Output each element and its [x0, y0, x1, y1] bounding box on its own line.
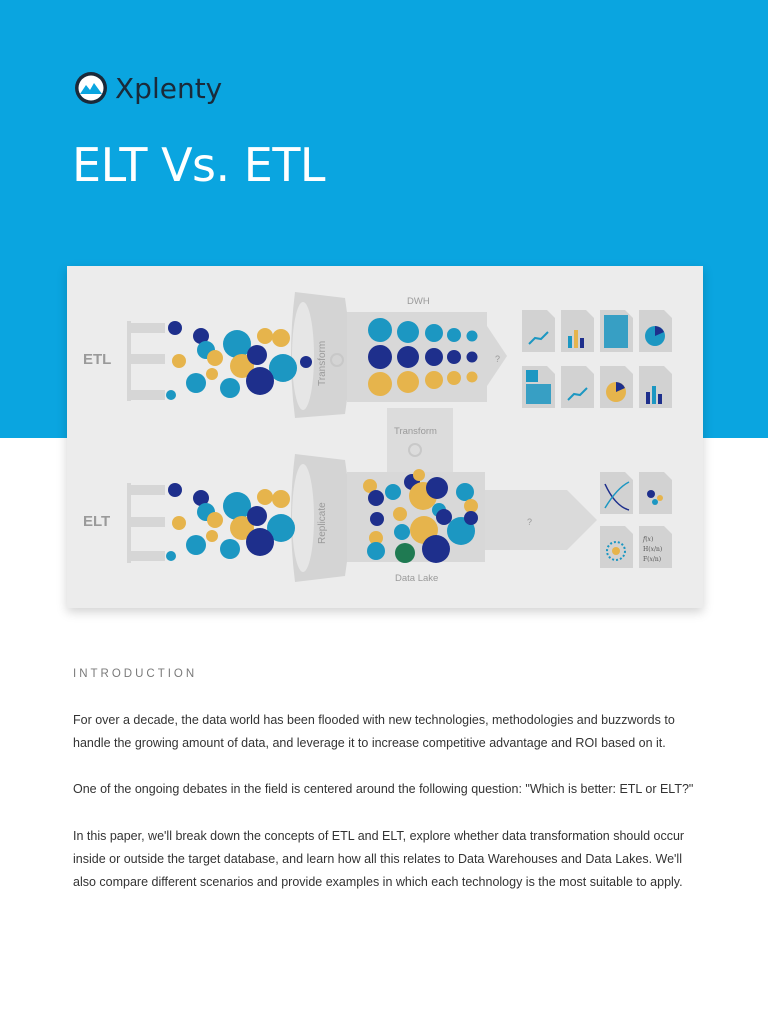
etl-output-reports	[522, 310, 672, 408]
report-pie-chart-icon-2	[600, 366, 633, 408]
report-radial-icon	[600, 526, 633, 568]
elt-input-data-bubbles	[166, 483, 295, 561]
intro-paragraph-3: In this paper, we'll break down the concepts of ETL and ELT, explore whether data transformation should occur inside or outside the target database, and learn how all this relates to Data Warehouses and Data Lakes. We'll also compare different scenarios and provide examples in which each technology is the most suitable to apply.	[73, 829, 685, 889]
report-pie-chart-icon	[639, 310, 672, 352]
report-curve-chart-icon	[600, 472, 633, 514]
report-line-chart-icon	[522, 310, 555, 352]
formula-line-3: F(𝑥/n)	[643, 556, 662, 563]
elt-vs-etl-diagram	[67, 266, 703, 608]
report-scatter-icon	[639, 472, 672, 514]
etl-row-label: ETL	[83, 351, 112, 368]
elt-row-label: ELT	[83, 513, 111, 530]
middle-transform-box	[387, 408, 453, 472]
etl-transform-label: Transform	[317, 340, 328, 386]
report-line-chart-icon-2	[561, 366, 594, 408]
report-bar-chart-icon	[561, 310, 594, 352]
mountain-logo-icon	[73, 70, 109, 106]
report-table-icon-2	[522, 366, 555, 408]
page-title: ELT Vs. ETL	[72, 138, 326, 192]
report-bar-chart-icon-2	[639, 366, 672, 408]
middle-transform-label: Transform	[394, 426, 437, 437]
report-formula-icon	[639, 526, 672, 568]
report-table-icon	[600, 310, 633, 352]
intro-paragraph-1: For over a decade, the data world has been flooded with new technologies, methodologies and buzzwords to handle the growing amount of data, and leverage it to increase competitive advantage and ROI based on it.	[73, 713, 675, 750]
data-lake-label: Data Lake	[395, 573, 439, 584]
brand-logo[interactable]	[73, 70, 222, 106]
etl-question-mark: ?	[495, 354, 501, 364]
formula-line-2: H(𝑥/n)	[643, 546, 663, 553]
elt-input-pipes	[127, 483, 165, 563]
intro-paragraph-2: One of the ongoing debates in the field is centered around the following question: "Which is better: ETL or ELT?"	[73, 782, 694, 796]
formula-line-1: 𝑓(𝑥)	[643, 536, 654, 543]
etl-input-data-bubbles	[166, 321, 312, 400]
elt-question-mark: ?	[527, 517, 533, 527]
dwh-label: DWH	[407, 296, 430, 307]
brand-name: Xplenty	[115, 71, 223, 105]
etl-input-pipes	[127, 321, 165, 401]
elt-replicate-label: Replicate	[317, 502, 328, 544]
introduction-heading: INTRODUCTION	[73, 668, 198, 680]
elt-output-reports	[600, 472, 672, 568]
